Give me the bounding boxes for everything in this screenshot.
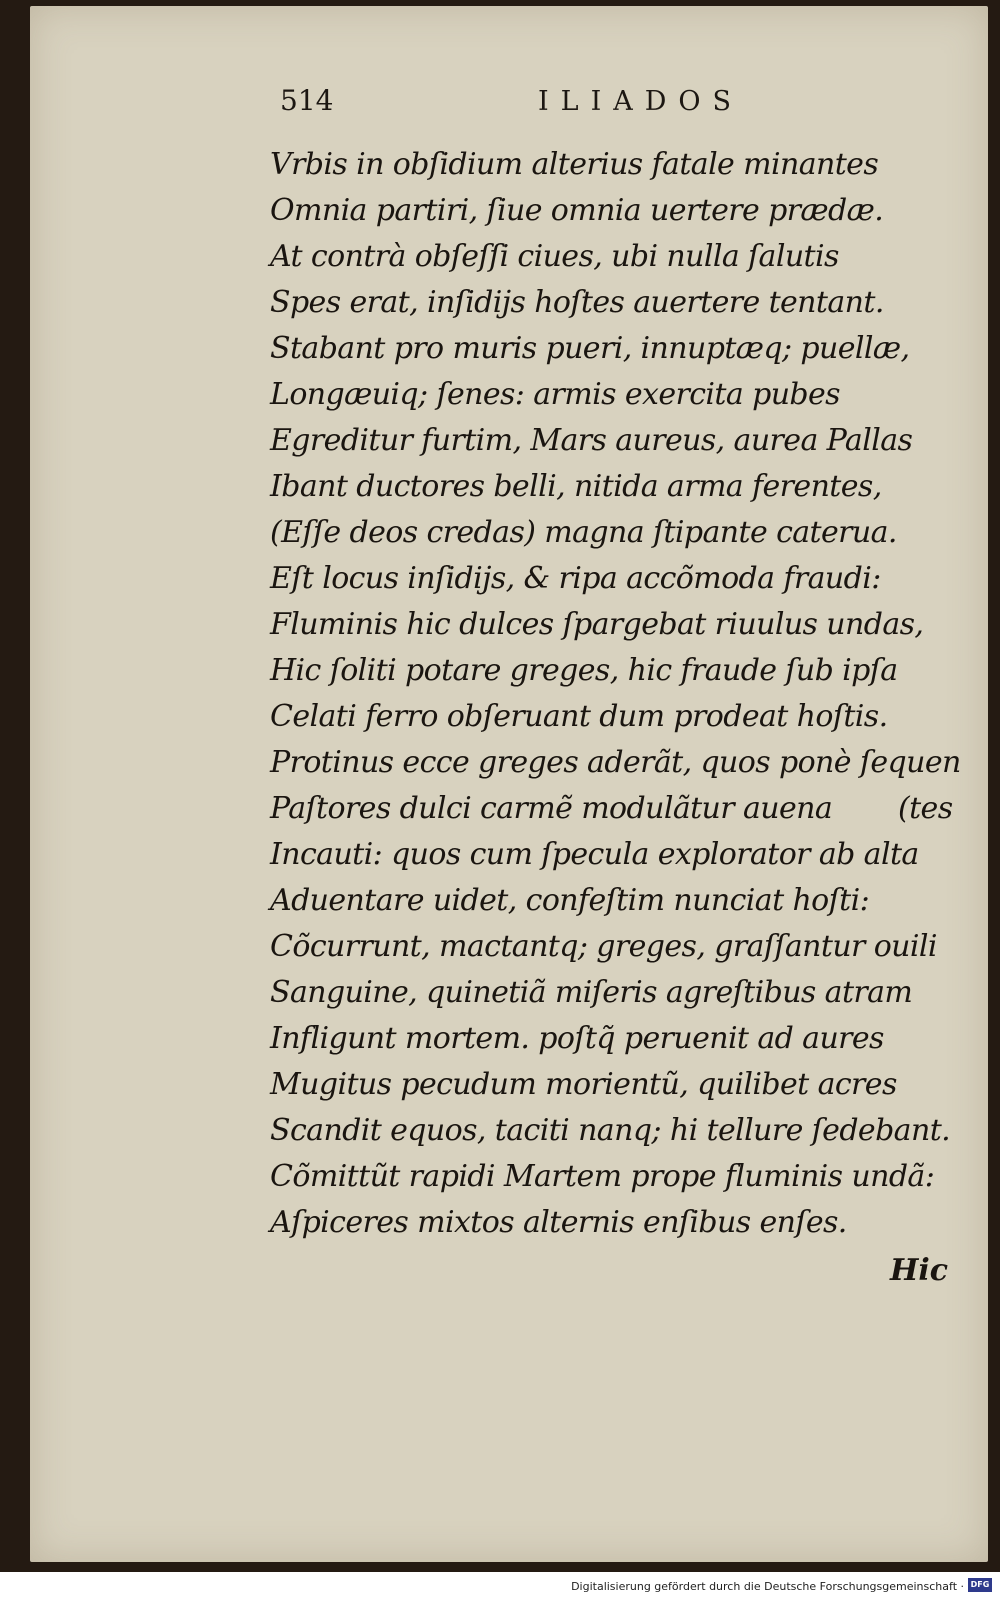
verse-line: Sanguine, quinetiã miſeris agreſtibus atram: [270, 975, 913, 1010]
book-page: [30, 6, 988, 1562]
verse-line: At contrà obſeſſi ciues, ubi nulla ſalutis: [270, 239, 839, 274]
verse-line: Aduentare uidet, confeſtim nunciat hoſti:: [270, 883, 870, 918]
verse-line: Stabant pro muris pueri, innuptæq; puellæ,: [270, 331, 910, 366]
verse-line: Vrbis in obſidium alterius fatale minantes: [270, 147, 879, 182]
page-header: [280, 84, 800, 124]
verse-line: Aſpiceres mixtos alternis enſibus enſes.: [270, 1205, 847, 1240]
verse-line: Omnia partiri, ſiue omnia uertere prædæ.: [270, 193, 884, 228]
digitization-credit: Digitalisierung gefördert durch die Deutsche Forschungsgemeinschaft ·: [571, 1580, 964, 1593]
verse-line: Cõcurrunt, mactantq; greges, graſſantur ouili: [270, 929, 937, 964]
verse-line: Scandit equos, taciti nanq; hi tellure ſedebant.: [270, 1113, 951, 1148]
catchword: Hic: [890, 1253, 949, 1288]
dfg-logo-icon: DFG: [968, 1578, 992, 1592]
verse-line: Longæuiq; ſenes: armis exercita pubes: [270, 377, 840, 412]
verse-line: Hic ſoliti potare greges, hic fraude ſub ipſa: [270, 653, 898, 688]
footer-bar: [0, 1572, 1000, 1603]
verse-line: Ibant ductores belli, nitida arma ferentes,: [270, 469, 882, 504]
running-title: ILIADOS: [538, 86, 744, 117]
verse-line: Fluminis hic dulces ſpargebat riuulus undas,: [270, 607, 924, 642]
verse-line: Eſt locus inſidijs, & ripa accõmoda fraudi:: [270, 561, 881, 596]
verse-line: Mugitus pecudum morientũ, quilibet acres: [270, 1067, 897, 1102]
verse-line: Spes erat, inſidijs hoſtes auertere tentant.: [270, 285, 884, 320]
verse-line: Infligunt mortem. poſtq̃ peruenit ad aures: [270, 1021, 884, 1056]
verse-line-with-turnover: [270, 786, 970, 832]
verse-line: Incauti: quos cum ſpecula explorator ab alta: [270, 837, 919, 872]
page-number: 514: [280, 84, 334, 117]
verse-line: Cõmittũt rapidi Martem prope fluminis undã:: [270, 1159, 935, 1194]
verse-line: Paſtores dulci carmẽ modulãtur auena: [270, 791, 833, 826]
verse-line: Celati ferro obſeruant dum prodeat hoſtis.: [270, 699, 888, 734]
verse-line: Protinus ecce greges aderãt, quos ponè ſequen: [270, 745, 961, 780]
verse-line: Egreditur furtim, Mars aureus, aurea Pallas: [270, 423, 913, 458]
turnover-text: (tes: [898, 791, 953, 826]
verse-text: [270, 142, 970, 1246]
verse-line: (Eſſe deos credas) magna ſtipante caterua.: [270, 515, 897, 550]
